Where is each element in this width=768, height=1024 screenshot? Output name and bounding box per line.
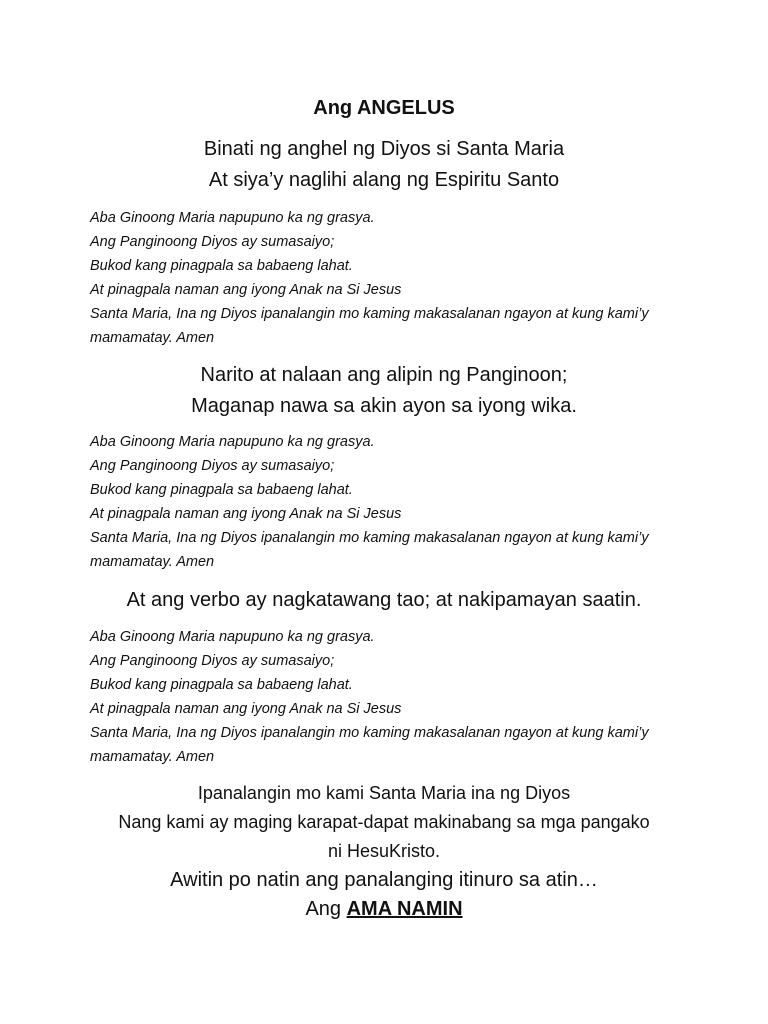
prayer-line: Santa Maria, Ina ng Diyos ipanalangin mo kaming makasalanan ngayon at kung kami’y mamamatay. Amen — [90, 306, 649, 346]
prayer-line: Bukod kang pinagpala sa babaeng lahat. — [90, 677, 353, 693]
closing-line: Nang kami ay maging karapat-dapat makinabang sa mga pangako ni HesuKristo. — [118, 812, 650, 861]
prayer-line: Aba Ginoong Maria napupuno ka ng grasya. — [90, 629, 375, 645]
closing-line-final — [0, 895, 768, 924]
prayer-line: Ang Panginoong Diyos ay sumasaiyo; — [90, 234, 335, 250]
prayer-line: At pinagpala naman ang iyong Anak na Si Jesus — [90, 282, 402, 298]
verse-heading-line: Maganap nawa sa akin ayon sa iyong wika. — [191, 395, 577, 417]
verse-heading-3 — [0, 585, 768, 616]
prayer-line: Aba Ginoong Maria napupuno ka ng grasya. — [90, 210, 375, 226]
verse-heading-line: At siya’y naglihi alang ng Espiritu Santo — [208, 169, 560, 191]
closing-prefix: Ang — [305, 898, 342, 920]
hail-mary-stanza-1 — [90, 206, 690, 350]
closing-prayer — [0, 779, 768, 924]
verse-heading-line: Narito at nalaan ang alipin ng Panginoon; — [200, 364, 568, 386]
prayer-line: Santa Maria, Ina ng Diyos ipanalangin mo kaming makasalanan ngayon at kung kami’y mamamatay. Amen — [90, 530, 649, 570]
verse-heading-1 — [0, 134, 768, 196]
closing-line: Ipanalangin mo kami Santa Maria ina ng Diyos — [197, 783, 571, 803]
verse-heading-line: At ang verbo ay nagkatawang tao; at nakipamayan saatin. — [126, 589, 642, 611]
closing-line: Awitin po natin ang panalanging itinuro sa atin… — [170, 869, 598, 891]
verse-heading-line: Binati ng anghel ng Diyos si Santa Maria — [203, 138, 565, 160]
ama-namin-emphasis: AMA NAMIN — [346, 898, 463, 920]
prayer-line: Santa Maria, Ina ng Diyos ipanalangin mo kaming makasalanan ngayon at kung kami’y mamamatay. Amen — [90, 725, 649, 765]
prayer-line: Aba Ginoong Maria napupuno ka ng grasya. — [90, 434, 375, 450]
hail-mary-stanza-2 — [90, 430, 690, 574]
prayer-line: Ang Panginoong Diyos ay sumasaiyo; — [90, 458, 335, 474]
verse-heading-2 — [0, 360, 768, 422]
prayer-line: At pinagpala naman ang iyong Anak na Si Jesus — [90, 506, 402, 522]
prayer-line: Ang Panginoong Diyos ay sumasaiyo; — [90, 653, 335, 669]
hail-mary-stanza-3 — [90, 625, 690, 769]
page-title: Ang ANGELUS — [313, 97, 455, 119]
prayer-line: At pinagpala naman ang iyong Anak na Si Jesus — [90, 701, 402, 717]
prayer-line: Bukod kang pinagpala sa babaeng lahat. — [90, 482, 353, 498]
prayer-line: Bukod kang pinagpala sa babaeng lahat. — [90, 258, 353, 274]
